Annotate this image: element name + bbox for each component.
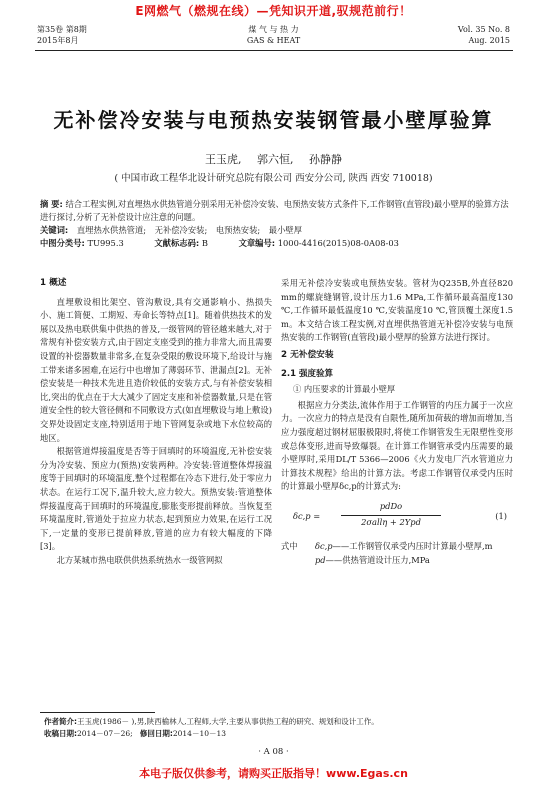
section-2-1-heading: 2.1 强度验算 [281,368,334,379]
page-number: · A 08 · [258,747,289,757]
symbol-definitions [281,540,513,567]
subsection-heading: ① 内压要求的计算最小壁厚 [293,384,396,395]
symbol: δc,p [315,540,333,551]
bottom-banner: 本电子版仅供参考，请购买正版指导！www.Egas.cn [139,767,408,780]
doc-code-label: 文献标志码: [154,238,200,248]
doc-code-value: B [201,238,208,248]
abstract-text: 结合工程实例,对直埋热水供热管道分别采用无补偿冷安装、电预热安装方式条件下,工作钢管(直管段)最小壁厚的验算方法进行探讨,分析了无补偿设计应注意的问题。 [40,199,509,222]
journal-name-en: GAS & HEAT [246,36,301,45]
left-column [40,277,272,567]
keywords-label: 关键词: [40,225,69,235]
journal-issue-en [458,24,510,46]
paragraph: 北方某城市热电联供供热系统热水一级管网拟 [56,554,223,565]
abstract [40,198,510,224]
equation-fraction [341,500,441,529]
equation-number: (1) [495,510,507,521]
volume-issue: 第35卷 第8期 [37,25,87,34]
definition-row [281,540,513,554]
abstract-label: 摘 要: [40,199,63,209]
section-2-heading: 2 无补偿安装 [281,349,334,360]
definition: ——供热管道设计压力,MPa [325,554,430,565]
issue-date: 2015年8月 [37,36,79,45]
journal-name-cn: 煤 气 与 热 力 [248,25,299,34]
author-bio-label: 作者简介: [44,717,77,726]
definition-row [281,554,513,568]
right-column [281,277,513,567]
equation-numerator: pdDo [341,500,441,516]
header-divider [35,50,513,51]
paragraph: 直埋敷设相比架空、管沟敷设,具有交通影响小、热损失小、施工简便、工期短、寿命长等特点[1]。随着供热技术的发展以及热电联供集中供热的普及,一级管网的管径越来越大,对于常规有补偿安装方式,由于固定支座受到的推力非常大,而且需要设置的补偿器数量非常多,在复杂受限的敷设环境下,给设计与施工带来诸多困难,在运行中也增加了薄弱环节、泄漏点[2]。无补偿安装是一种技术先进且造价较低的安装方式,与有补偿安装相比,突出的优点在于大大减少了固定支座和补偿器数量,只是在管道安全性的较大管径侧和不同敷设方式(如直埋敷设与地上敷设)交界处设固定支座,特别适用于地下管网复杂或地下水位较高的地区。 [40,296,272,443]
symbol: pd [315,554,326,565]
top-banner: E网燃气（燃规在线）—凭知识开道,驭规范前行！ [135,4,412,18]
section-1-heading: 1 概述 [40,278,67,288]
defs-label: 式中 [281,540,298,551]
classification [40,237,510,250]
authors: 王玉虎, 郭六恒, 孙静静 [205,153,342,166]
footnote [44,716,514,740]
equation-1 [281,498,513,538]
received-dates [44,728,514,740]
paper-title: 无补偿冷安装与电预热安装钢管最小壁厚验算 [53,108,494,132]
author-bio-text: 王玉虎(1986－ ),男,陕西榆林人,工程师,大学,主要从事供热工程的研究、规划和设计工作。 [77,717,379,726]
article-id-value: 1000-4416(2015)08-0A08-03 [277,238,399,248]
keywords-text: 直埋热水供热管道; 无补偿冷安装; 电预热安装; 最小壁厚 [76,225,302,235]
keywords [40,224,510,237]
author-bio [44,716,514,728]
abstract-block [40,198,510,250]
paragraph: 根据应力分类法,流体作用于工作钢管的内压力属于一次应力。一次应力的特点是没有自限性,随所加荷载的增加而增加,当应力强度超过钢材屈服极限时,将使工作钢管发生无限塑性变形或总体变形,进而导致爆裂。在计算工作钢管承受内压需要的最小壁厚时,采用DL/T 5366—2006《火力发电厂汽水管道应力计算技术规程》给出的计算方法。考虑工作钢管仅承受内压时的计算最小壁厚δc,p的计算式为: [281,399,513,492]
paragraph: 根据管道焊接温度是否等于回填时的环境温度,无补偿安装分为冷安装、预应力(预热)安装两种。冷安装:管道整体焊接温度等于回填时的环境温度,整个过程都在冷态下进行,处于零应力状态。在运行工况下,温升较大,应力较大。预热安装:管道整体焊接温度高于回填时的环境温度,膨胀变形提前释放。当恢复至环境温度时,管道处于拉应力状态,起到预应力效果,在运行工况下,一定量的变形已提前释放,管道的应力有较大幅度的下降[3]。 [40,446,272,552]
cls-label: 中图分类号: [40,238,85,248]
received-date: 2014－07－26; [77,729,133,738]
article-id-label: 文章编号: [238,238,276,248]
definition: ——工作钢管仅承受内压时计算最小壁厚,m [332,540,493,551]
equation-lhs: δc,p = [293,510,321,521]
paragraph: 采用无补偿冷安装或电预热安装。管材为Q235B,外直径820 mm的螺旋缝钢管,设计压力1.6 MPa,工作循环最高温度130 ℃,工作循环最低温度10 ℃,安装温度10 ℃,管顶覆土深度1.5 m。本文结合该工程实例,对直埋供热管道无补偿冷安装与电预热安装的工作钢管(直管段)最小壁厚的验算方法进行探讨。 [281,278,513,343]
received-label: 收稿日期: [44,729,77,738]
cls-value: TU995.3 [87,238,124,248]
footnote-divider [40,712,155,713]
issue-date-en: Aug. 2015 [468,36,510,45]
revised-label: 修回日期: [139,729,173,738]
affiliation: ( 中国市政工程华北设计研究总院有限公司 西安分公司, 陕西 西安 710018) [114,173,433,184]
equation-denominator: 2σallη + 2Ypd [361,516,421,527]
volume-issue-en: Vol. 35 No. 8 [457,25,510,34]
revised-date: 2014－10－13 [172,729,227,738]
